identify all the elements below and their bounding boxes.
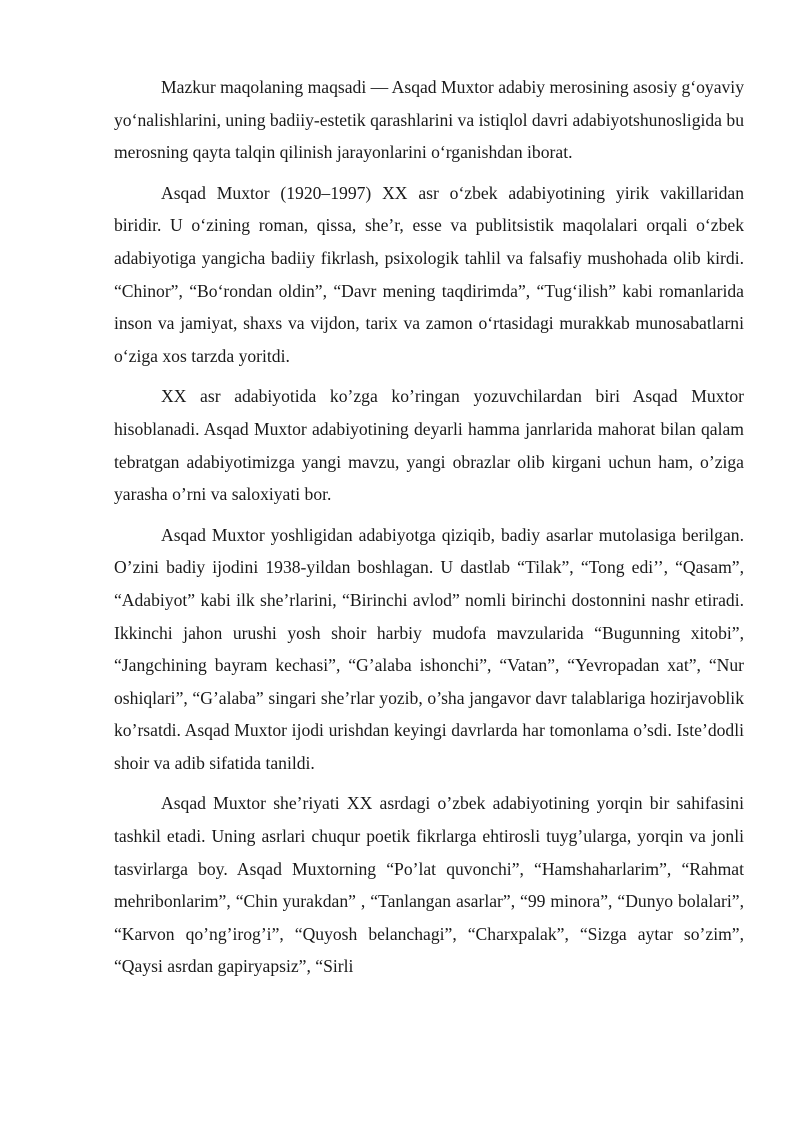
paragraph-purpose: Mazkur maqolaning maqsadi — Asqad Muxtor adabiy merosining asosiy g‘oyaviy yo‘nalishlarini, uning badiiy-estetik qarashlarini va istiqlol davri adabiyotshunosligida bu merosning qayta talqin qilinish jarayonlarini o‘rganishdan iborat. — [114, 77, 744, 163]
document-page — [114, 71, 744, 991]
paragraph-poetry: Asqad Muxtor she’riyati XX asrdagi o’zbek adabiyotining yorqin bir sahifasini tashkil etadi. Uning asrlari chuqur poetik fikrlarga ehtirosli tuyg’ularga, yorqin va jonli tasvirlarga boy. Asqad Muxtorning “Po’lat quvonchi”, “Hamshaharlarim”, “Rahmat mehribonlarim”, “Chin yurakdan” , “Tanlangan asarlar”, “99 minora”, “Dunyo bolalari”, “Karvon qo’ng’irog’i”, “Quyosh belanchagi”, “Charxpalak”, “Sizga aytar so’zim”, “Qaysi asrdan gapiryapsiz”, “Sirli — [114, 793, 744, 977]
paragraph-early-works: Asqad Muxtor yoshligidan adabiyotga qiziqib, badiy asarlar mutolasiga berilgan. O’zini badiy ijodini 1938-yildan boshlagan. U dastlab “Tilak”, “Tong edi’’, “Qasam”, “Adabiyot” kabi ilk she’rlarini, “Birinchi avlod” nomli birinchi dostonnini nashr etiradi. Ikkinchi jahon urushi yosh shoir harbiy mudofa mavzularida “Bugunning xitobi”, “Jangchining bayram kechasi”, “G’alaba ishonchi”, “Vatan”, “Yevropadan xat”, “Nur oshiqlari”, “G’alaba” singari she’rlar yozib, o’sha jangavor davr talablariga hozirjavoblik ko’rsatdi. Asqad Muxtor ijodi urishdan keyingi davrlarda har tomonlama o’sdi. Iste’dodli shoir va adib sifatida tanildi. — [114, 524, 744, 773]
paragraph-significance: XX asr adabiyotida ko’zga ko’ringan yozuvchilardan biri Asqad Muxtor hisoblanadi. Asqad Muxtor adabiyotining deyarli hamma janrlarida mahorat bilan qalam tebratgan adabiyotimizga yangi mavzu, yangi obrazlar olib kirgani uchun ham, o’ziga yarasha o’rni va saloxiyati bor. — [114, 386, 744, 505]
paragraph-biography: Asqad Muxtor (1920–1997) XX asr o‘zbek adabiyotining yirik vakillaridan biridir. U o‘zining roman, qissa, she’r, esse va publitsistik maqolalari orqali o‘zbek adabiyotiga yangicha badiiy fikrlash, psixologik tahlil va falsafiy mushohada olib kirdi. “Chinor”, “Bo‘rondan oldin”, “Davr mening taqdirimda”, “Tug‘ilish” kabi romanlarida inson va jamiyat, shaxs va vijdon, tarix va zamon o‘rtasidagi murakkab munosabatlarni o‘ziga xos tarzda yoritdi. — [114, 182, 744, 366]
